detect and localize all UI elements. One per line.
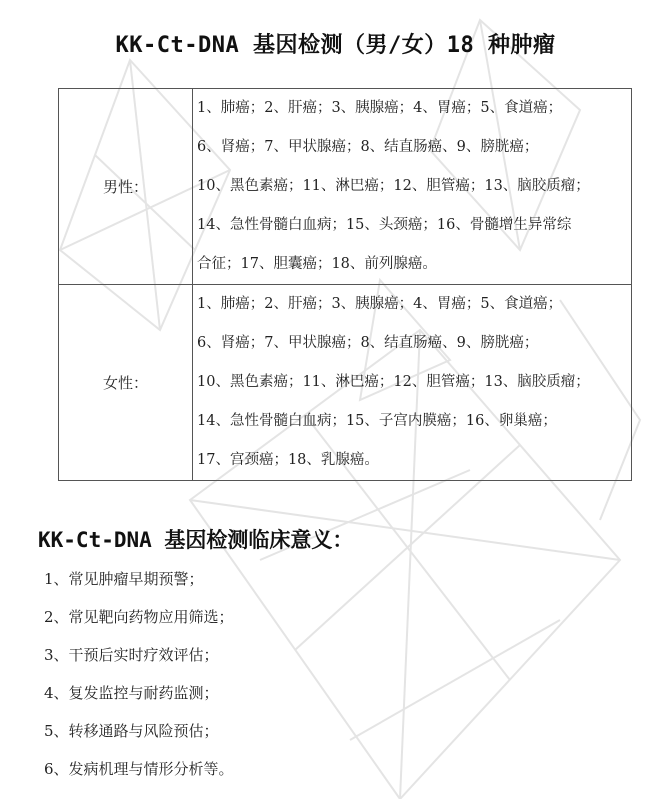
list-item: 1、常见肿瘤早期预警； <box>44 570 204 588</box>
list-line: 6、肾癌；7、甲状腺癌；8、结直肠癌、9、膀胱癌； <box>197 139 539 155</box>
list-line: 1、肺癌；2、肝癌；3、胰腺癌；4、胃癌；5、食道癌； <box>197 100 563 116</box>
list-item: 4、复发监控与耐药监测； <box>44 684 219 702</box>
cancer-types-table <box>58 88 632 481</box>
list-line: 10、黑色素癌；11、淋巴癌；12、胆管癌；13、脑胶质瘤； <box>197 178 590 194</box>
list-line: 14、急性骨髓白血病；15、子宫内膜癌；16、卵巢癌； <box>197 413 557 429</box>
list-line: 14、急性骨髓白血病；15、头颈癌；16、骨髓增生异常综 <box>197 217 572 233</box>
list-item: 3、干预后实时疗效评估； <box>44 646 219 664</box>
list-line: 10、黑色素癌；11、淋巴癌；12、胆管癌；13、脑胶质瘤； <box>197 374 590 390</box>
list-line: 6、肾癌；7、甲状腺癌；8、结直肠癌、9、膀胱癌； <box>197 335 539 351</box>
male-label: 男性： <box>59 89 193 285</box>
table-row-male <box>59 89 632 285</box>
table-row-female <box>59 285 632 481</box>
list-item: 2、常见靶向药物应用筛选； <box>44 608 234 626</box>
list-line: 17、宫颈癌；18、乳腺癌。 <box>197 452 379 468</box>
female-cancer-list <box>193 285 632 481</box>
male-cancer-list <box>193 89 632 285</box>
list-line: 合征；17、胆囊癌；18、前列腺癌。 <box>197 256 437 272</box>
list-line: 1、肺癌；2、肝癌；3、胰腺癌；4、胃癌；5、食道癌； <box>197 296 563 312</box>
female-label: 女性： <box>59 285 193 481</box>
document-title: KK-Ct-DNA 基因检测（男/女）18 种肿瘤 <box>115 33 556 58</box>
clinical-significance-title: KK-Ct-DNA 基因检测临床意义： <box>38 528 354 552</box>
list-item: 5、转移通路与风险预估； <box>44 722 219 740</box>
clinical-significance-list <box>44 566 234 794</box>
list-item: 6、发病机理与情形分析等。 <box>44 760 234 778</box>
